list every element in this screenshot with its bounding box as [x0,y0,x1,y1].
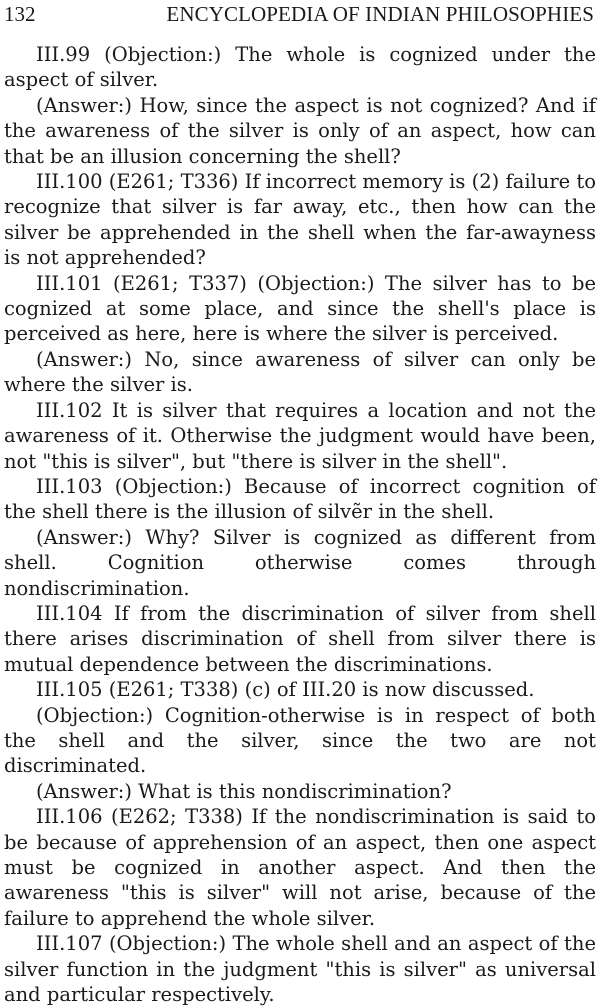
paragraph-iii-107: III.107 (Objection:) The whole shell and an aspect of the silver function in the judgment "this is silver" as universal and particular respectively. [4,932,596,1007]
paragraph-answer-3: (Answer:) Why? Silver is cognized as different from shell. Cognition otherwise comes through nondiscrimination. [4,525,596,600]
paragraph-iii-104: III.104 If from the discrimination of silver from shell there arises discrimination of shell from silver there is mutual dependence between the discriminations. [4,601,596,676]
paragraph-answer-2: (Answer:) No, since awareness of silver can only be where the silver is. [4,347,596,397]
paragraph-answer-4: (Answer:) What is this nondiscrimination? [36,779,452,803]
running-title: ENCYCLOPEDIA OF INDIAN PHILOSOPHIES [166,2,594,26]
page-number: 132 [4,2,36,26]
paragraph-iii-106: III.106 (E262; T338) If the nondiscrimination is said to be because of apprehension of an aspect, then one aspect must be cognized in another aspect. And then the awareness "this is silver" will not arise, because of the failure to apprehend the whole silver. [4,805,596,930]
paragraph-iii-105: III.105 (E261; T338) (c) of III.20 is now discussed. [36,678,535,702]
paragraph-iii-100: III.100 (E261; T336) If incorrect memory is (2) failure to recognize that silver is far away, etc., then how can the silver be apprehended in the shell when the far-awayness is not apprehended? [4,170,596,270]
paragraph-answer-1: (Answer:) How, since the aspect is not cognized? And if the awareness of the silver is only of an aspect, how can that be an illusion concerning the shell? [4,93,596,168]
paragraph-iii-103: III.103 (Objection:) Because of incorrect cognition of the shell there is the illusion of silvẽr in the shell. [4,474,596,524]
paragraph-iii-99: III.99 (Objection:) The whole is cognized under the aspect of silver. [4,43,596,92]
paragraph-iii-101: III.101 (E261; T337) (Objection:) The silver has to be cognized at some place, and since the shell's place is perceived as here, here is where the silver is perceived. [4,271,596,346]
running-header [4,0,596,30]
body-text [4,42,596,1007]
paragraph-objection-105: (Objection:) Cognition-otherwise is in respect of both the shell and the silver, since the two are not discriminated. [4,703,596,778]
paragraph-iii-102: III.102 It is silver that requires a location and not the awareness of it. Otherwise the judgment would have been, not "this is silver", but "there is silver in the shell". [4,398,596,473]
